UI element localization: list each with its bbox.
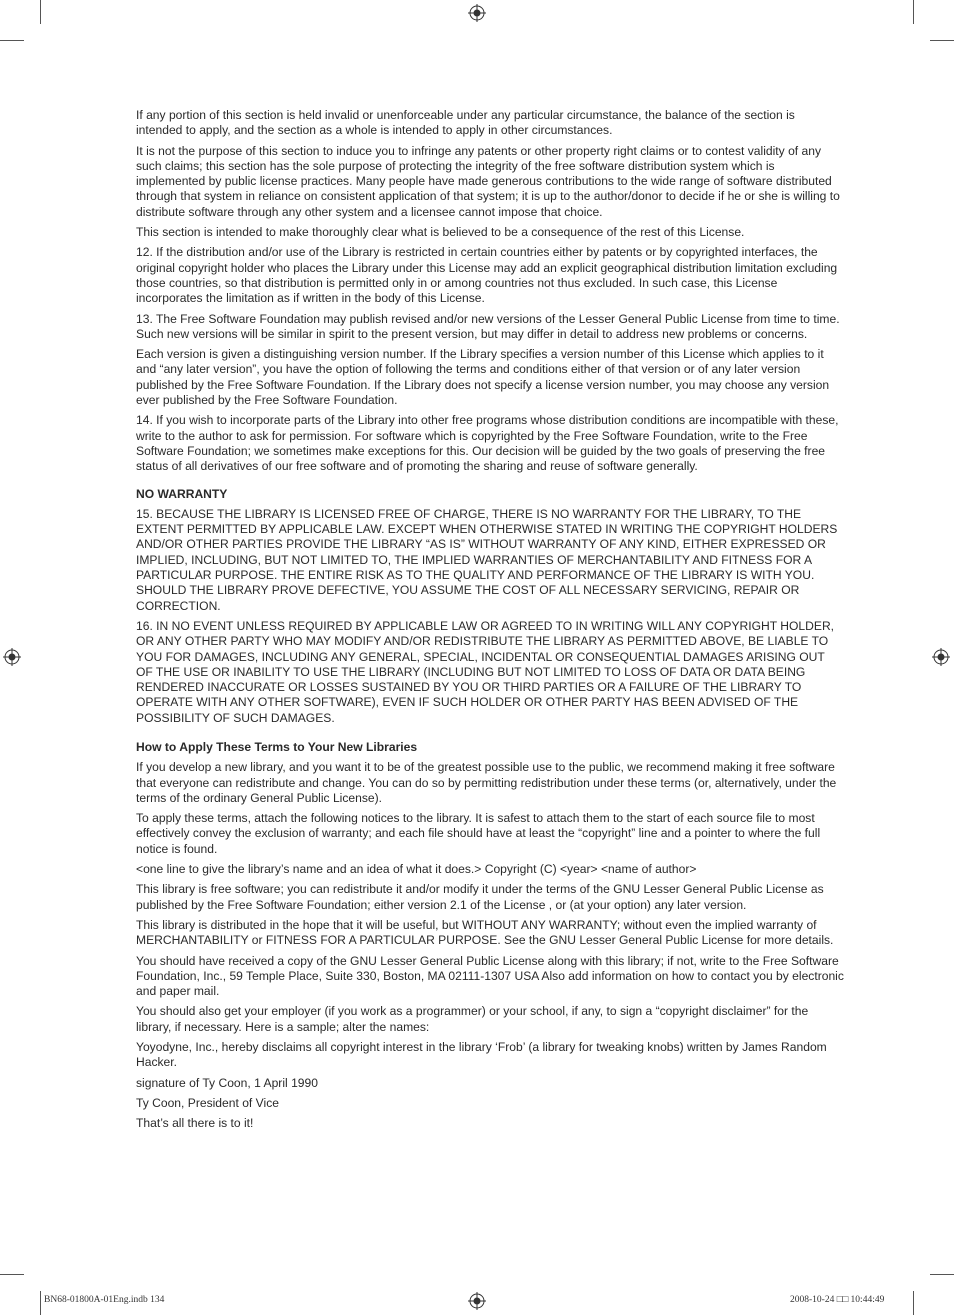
paragraph: This library is distributed in the hope that it will be useful, but WITHOUT ANY WARRANTY; without even the implied warranty of MERCHANTABILITY or FITNESS FOR A PARTICULAR PURPOSE. See the GNU Lesser General Public License for more details.: [136, 917, 834, 948]
paragraph: 16. IN NO EVENT UNLESS REQUIRED BY APPLICABLE LAW OR AGREED TO IN WRITING WILL ANY COPYRIGHT HOLDER, OR ANY OTHER PARTY WHO MAY MODIFY AND/OR REDISTRIBUTE THE LIBRARY AS PERMITTED ABOVE, BE LIABLE TO YOU FOR DAMAGES, INCLUDING ANY GENERAL, SPECIAL, INCIDENTAL OR CONSEQUENTIAL DAMAGES ARISING OUT OF THE USE OR INABILITY TO USE THE LIBRARY (INCLUDING BUT NOT LIMITED TO LOSS OF DATA OR DATA BEING RENDERED INACCURATE OR LOSSES SUSTAINED BY YOU OR THIRD PARTIES OR A FAILURE OF THE LIBRARY TO OPERATE WITH ANY OTHER SOFTWARE), EVEN IF SUCH HOLDER OR OTHER PARTY HAS BEEN ADVISED OF THE POSSIBILITY OF SUCH DAMAGES.: [136, 618, 835, 725]
paragraph: Ty Coon, President of Vice: [136, 1095, 279, 1110]
crop-mark: [930, 40, 954, 41]
paragraph: If any portion of this section is held invalid or unenforceable under any particular circumstance, the balance of the section is intended to apply, and the section as a whole is intended to apply in other circumstances.: [136, 108, 795, 138]
paragraph: To apply these terms, attach the following notices to the library. It is safest to attach them to the start of each source file to most effectively convey the exclusion of warranty; and each file should have at least the “copyright” line and a pointer to where the full notice is found.: [136, 811, 821, 856]
crop-mark: [0, 40, 24, 41]
paragraph: You should also get your employer (if you work as a programmer) or your school, if any, to sign a “copyright disclaimer” for the library, if necessary. Here is a sample; alter the names:: [136, 1004, 809, 1034]
footer-file-info: BN68-01800A-01Eng.indb 134: [44, 1295, 165, 1305]
paragraph: Yoyodyne, Inc., hereby disclaims all copyright interest in the library ‘Frob’ (a library for tweaking knobs) written by James Random Hacker.: [136, 1040, 827, 1070]
paragraph: Each version is given a distinguishing version number. If the Library specifies a version number of this License which applies to it and “any later version”, you have the option of following the terms and conditions either of that version or of any later version published by the Free Software Foundation. If the Library does not specify a license version number, you may choose any version ever published by the Free Software Foundation.: [136, 347, 830, 408]
paragraph: This library is free software; you can redistribute it and/or modify it under the terms of the GNU Lesser General Public License as published by the Free Software Foundation; either version 2.1 of the License , or (at your option) any later version.: [136, 882, 824, 912]
section-heading-no-warranty: NO WARRANTY: [136, 486, 228, 501]
registration-mark-icon: [3, 648, 21, 666]
crop-mark: [930, 1274, 954, 1275]
paragraph: If you develop a new library, and you want it to be of the greatest possible use to the public, we recommend making it free software that everyone can redistribute and change. You can do so by permitting redistribution under these terms (or, alternatively, under the terms of the ordinary General Public License).: [136, 760, 837, 805]
paragraph: You should have received a copy of the GNU Lesser General Public License along with this library; if not, write to the Free Software Foundation, Inc., 59 Temple Place, Suite 330, Boston, MA 02111-1307 USA Also add information on how to contact you by electronic and paper mail.: [136, 953, 844, 999]
document-body: [136, 108, 844, 1137]
crop-mark: [913, 0, 914, 24]
crop-mark: [40, 1291, 41, 1315]
paragraph: 13. The Free Software Foundation may publish revised and/or new versions of the Lesser General Public License from time to time. Such new versions will be similar in spirit to the present version, but may differ in detail to address new problems or concerns.: [136, 311, 840, 341]
crop-mark: [40, 0, 41, 24]
paragraph: That’s all there is to it!: [136, 1116, 254, 1131]
paragraph: It is not the purpose of this section to induce you to infringe any patents or other property right claims or to contest validity of any such claims; this section has the sole purpose of protecting the integrity of the free software distribution system which is implemented by public license practices. Many people have made generous contributions to the wide range of software distributed through that system in reliance on consistent application of that system; it is up to the author/donor to decide if he or she is willing to distribute software through any other system and a licensee cannot impose that choice.: [136, 143, 840, 219]
registration-mark-icon: [468, 4, 486, 22]
crop-mark: [0, 1274, 24, 1275]
paragraph: 12. If the distribution and/or use of the Library is restricted in certain countries either by patents or by copyrighted interfaces, the original copyright holder who places the Library under this License may add an explicit geographical distribution limitation excluding those countries, so that distribution is permitted only in or among countries not thus excluded. In such case, this License incorporates the limitation as if written in the body of this License.: [136, 245, 838, 306]
section-heading-how-to-apply: How to Apply These Terms to Your New Libraries: [136, 739, 418, 754]
paragraph: This section is intended to make thoroughly clear what is believed to be a consequence of the rest of this License.: [136, 225, 745, 240]
paragraph: 14. If you wish to incorporate parts of the Library into other free programs whose distribution conditions are incompatible with these, write to the author to ask for permission. For software which is copyrighted by the Free Software Foundation, write to the Free Software Foundation; we sometimes make exceptions for this. Our decision will be guided by the two goals of preserving the free status of all derivatives of our free software and of promoting the sharing and reuse of software generally.: [136, 413, 839, 474]
crop-mark: [913, 1291, 914, 1315]
paragraph: signature of Ty Coon, 1 April 1990: [136, 1075, 318, 1090]
footer-timestamp: 2008-10-24 □□ 10:44:49: [790, 1295, 885, 1305]
paragraph: <one line to give the library’s name and an idea of what it does.> Copyright (C) <year> <name of author>: [136, 862, 697, 877]
registration-mark-icon: [932, 648, 950, 666]
paragraph: 15. BECAUSE THE LIBRARY IS LICENSED FREE OF CHARGE, THERE IS NO WARRANTY FOR THE LIBRARY, TO THE EXTENT PERMITTED BY APPLICABLE LAW. EXCEPT WHEN OTHERWISE STATED IN WRITING THE COPYRIGHT HOLDERS AND/OR OTHER PARTIES PROVIDE THE LIBRARY “AS IS” WITHOUT WARRANTY OF ANY KIND, EITHER EXPRESSED OR IMPLIED, INCLUDING, BUT NOT LIMITED TO, THE IMPLIED WARRANTIES OF MERCHANTABILITY AND FITNESS FOR A PARTICULAR PURPOSE. THE ENTIRE RISK AS TO THE QUALITY AND PERFORMANCE OF THE LIBRARY IS WITH YOU. SHOULD THE LIBRARY PROVE DEFECTIVE, YOU ASSUME THE COST OF ALL NECESSARY SERVICING, REPAIR OR CORRECTION.: [136, 506, 838, 613]
registration-mark-icon: [468, 1292, 486, 1310]
